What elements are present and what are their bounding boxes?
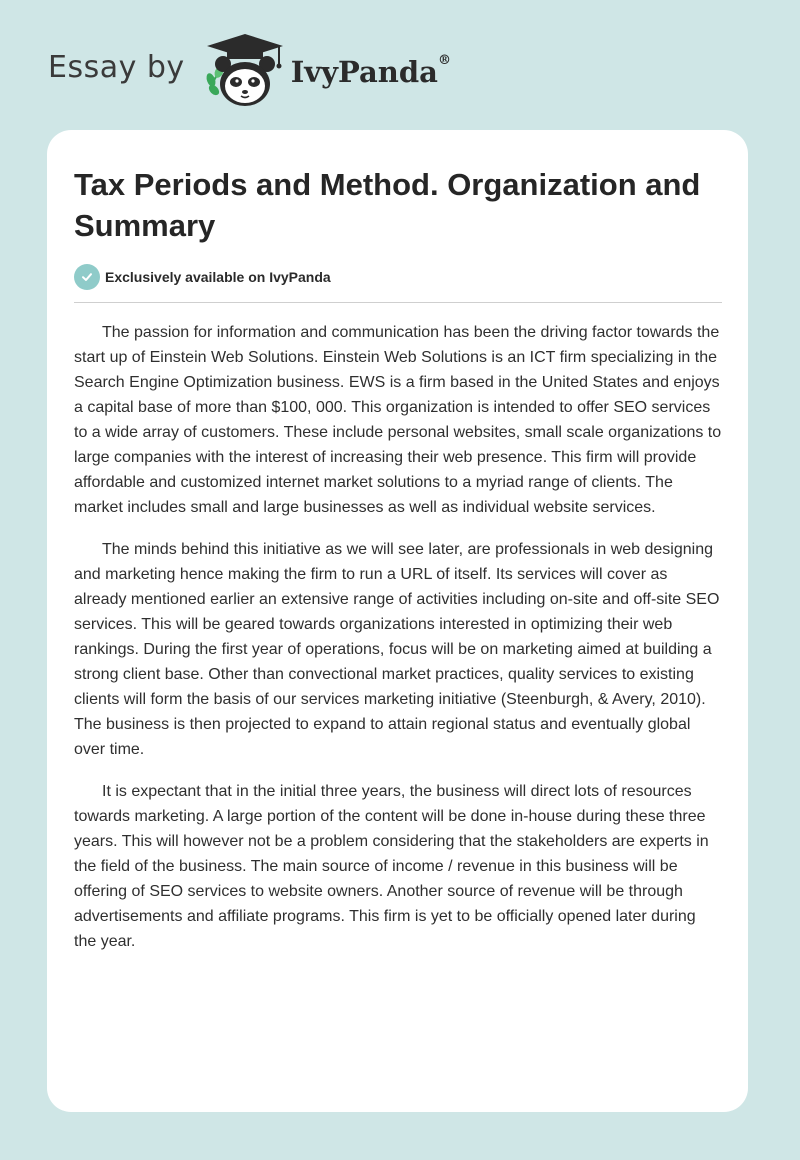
divider: [74, 302, 722, 303]
essay-by-label: Essay by: [48, 49, 185, 85]
paragraph: It is expectant that in the initial three years, the business will direct lots of resources towards marketing. A large portion of the content will be done in-house during these three years. This will however not be a problem considering that the stakeholders are experts in the field of the business. The main source of income / revenue in this business will be offering of SEO services to website owners. Another source of revenue will be through advertisements and affiliate programs. This firm is yet to be officially opened later during the year.: [74, 783, 709, 950]
paragraph: The passion for information and communication has been the driving factor towards the start up of Einstein Web Solutions. Einstein Web Solutions is an ICT firm specializing in the Search Engine Optimization business. EWS is a firm based in the United States and enjoys a capital base of more than $100, 000. This organization is intended to offer SEO services to a wide array of customers. These include personal websites, small scale organizations to large companies with the interest of increasing their web presence. This firm will provide affordable and customized internet market solutions to a myriad range of clients. The market includes small and large businesses as well as individual website services.: [74, 324, 722, 516]
brand-name[interactable]: IvyPanda®: [290, 53, 451, 89]
panda-graduate-icon[interactable]: [199, 30, 289, 110]
exclusive-label: Exclusively available on IvyPanda: [105, 269, 331, 285]
exclusive-badge: [74, 264, 331, 290]
site-header: [48, 30, 451, 110]
essay-card: [47, 130, 748, 1112]
page-title: Tax Periods and Method. Organization and Summary: [74, 167, 701, 243]
check-circle-icon: [74, 264, 100, 290]
registered-mark: ®: [437, 53, 451, 68]
paragraph: The minds behind this initiative as we will see later, are professionals in web designing and marketing hence making the firm to run a URL of itself. Its services will cover as already mentioned earlier an extensive range of activities including on-site and off-site SEO services. This will be geared towards organizations interested in optimizing their web rankings. During the first year of operations, focus will be on marketing aimed at building a strong client base. Other than convectional market practices, quality services to existing clients will form the basis of our services marketing initiative (Steenburgh, & Avery, 2010). The business is then projected to expand to attain regional status and eventually global over time.: [74, 541, 720, 758]
essay-body: [74, 320, 722, 971]
